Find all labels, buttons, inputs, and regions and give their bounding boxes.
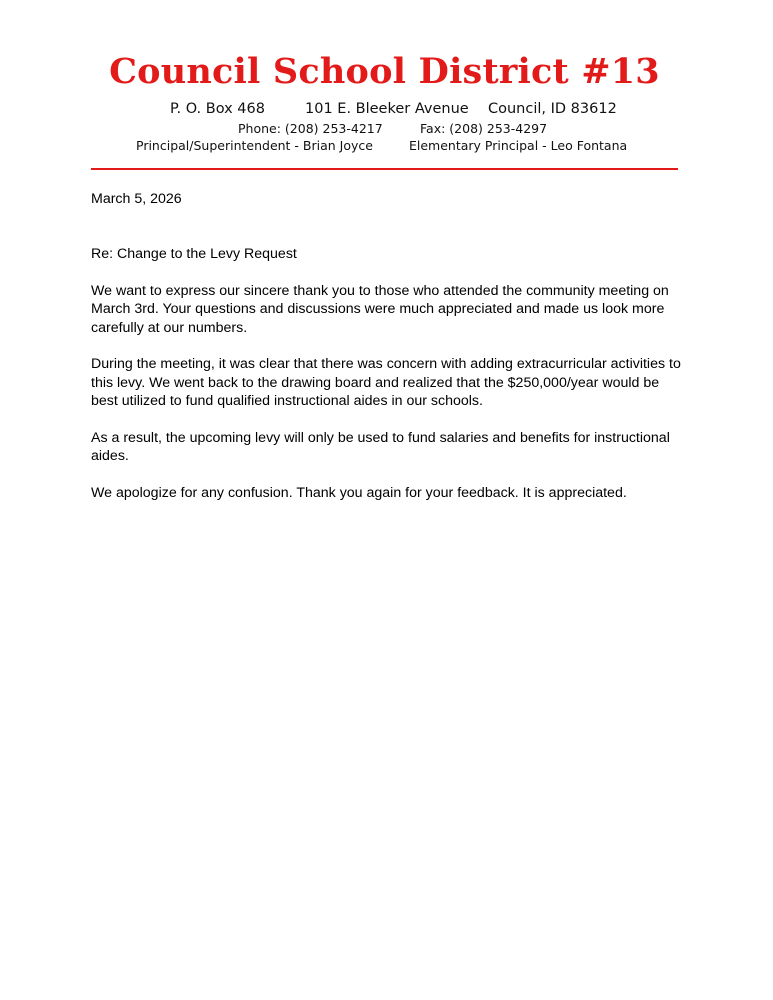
district-name: Council School District #13 — [109, 51, 660, 92]
phone-fax-row — [91, 121, 678, 138]
po-box: P. O. Box 468 — [170, 101, 265, 117]
phone-number: Phone: (208) 253-4217 — [238, 121, 383, 136]
letter-body — [91, 190, 681, 521]
letter-paragraph: We apologize for any confusion. Thank you again for your feedback. It is appreciated. — [91, 485, 627, 502]
letter-subject: Re: Change to the Levy Request — [91, 246, 297, 262]
letter-paragraph: We want to express our sincere thank you to those who attended the community meeting on March 3rd. Your questions and discussions were much appreciated and made us look more carefully at our numbers. — [91, 282, 669, 336]
city-state-zip: Council, ID 83612 — [488, 101, 617, 117]
header-divider — [91, 168, 678, 170]
street-address: 101 E. Bleeker Avenue — [305, 101, 469, 117]
letterhead — [91, 48, 678, 156]
letter-paragraph: As a result, the upcoming levy will only be used to fund salaries and benefits for instructional aides. — [91, 430, 670, 465]
letter-date: March 5, 2026 — [91, 191, 182, 207]
superintendent-name: Principal/Superintendent - Brian Joyce — [136, 138, 373, 153]
address-row — [91, 101, 678, 121]
staff-row — [91, 138, 678, 156]
fax-number: Fax: (208) 253-4297 — [420, 121, 548, 136]
letter-paragraph: During the meeting, it was clear that there was concern with adding extracurricular activities to this levy. We went back to the drawing board and realized that the $250,000/year would be best utilized to fund qualified instructional aides in our schools. — [91, 356, 681, 410]
elementary-principal-name: Elementary Principal - Leo Fontana — [409, 138, 628, 153]
